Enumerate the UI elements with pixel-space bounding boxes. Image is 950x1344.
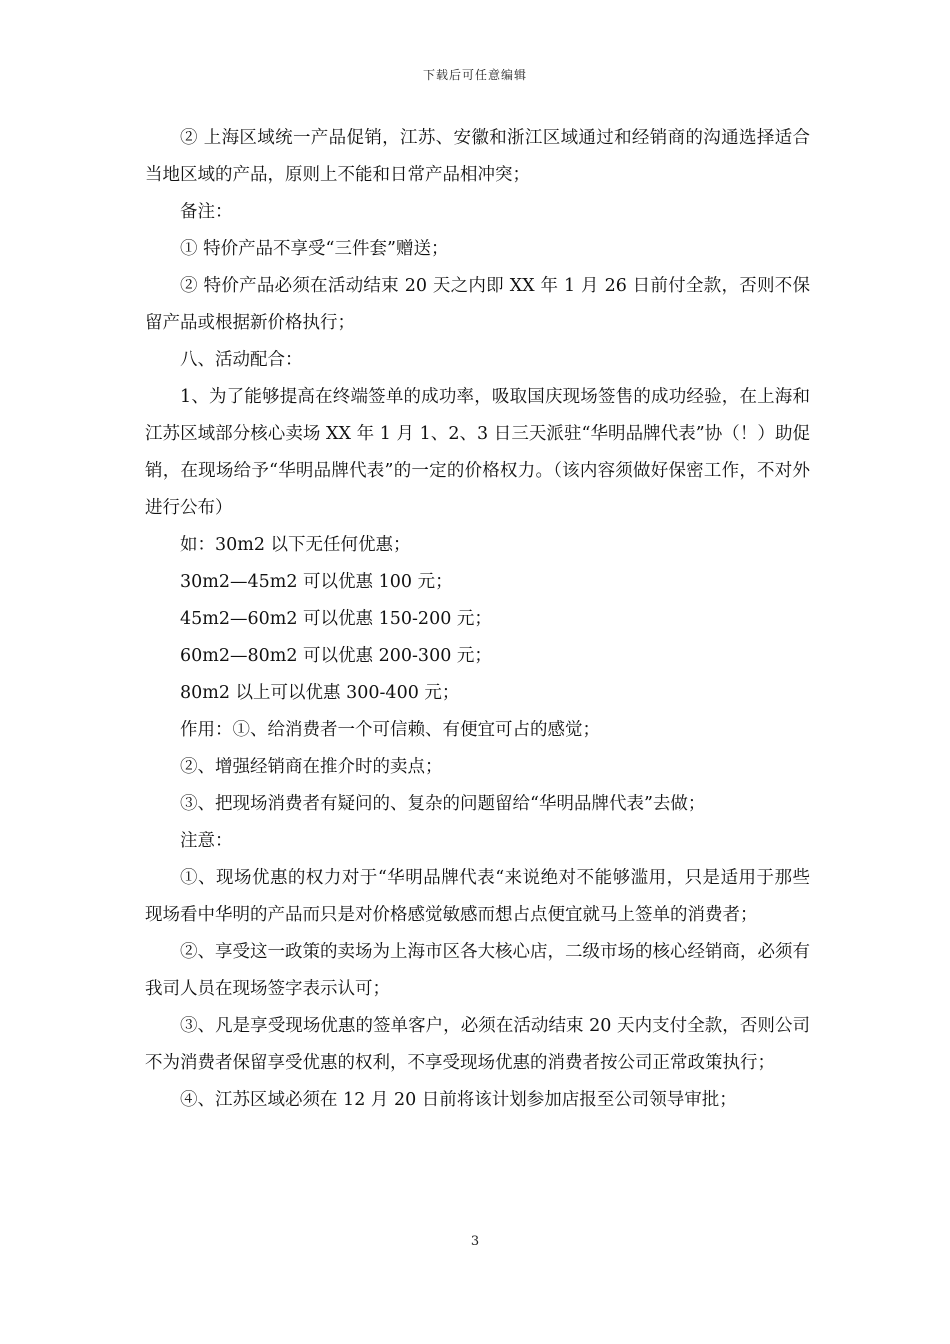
paragraph-remark-1: ① 特价产品不享受“三件套”赠送； [180,239,449,259]
discount-line-3: 45m2—60m2 可以优惠 150-200 元； [180,609,492,629]
discount-line-1: 如：30m2 以下无任何优惠； [180,535,411,555]
page-header: 下载后可任意编辑 [422,68,527,82]
page-number: 3 [470,1234,480,1249]
section-heading-activity-support: 八、活动配合： [180,350,303,370]
note-4: ④、江苏区域必须在 12 月 20 日前将该计划参加店报至公司领导审批； [180,1090,737,1110]
paragraph-promotion-rule: ② 上海区域统一产品促销，江苏、安徽和浙江区域通过和经销商的沟通选择适合当地区域的产品，原则上不能和日常产品相冲突； [145,128,810,185]
note-1: ①、现场优惠的权力对于“华明品牌代表“来说绝对不能够滥用，只是适用于那些现场看中华明的产品而只是对价格感觉敏感而想占点便宜就马上签单的消费者； [145,868,810,925]
effect-line-3: ③、把现场消费者有疑问的、复杂的问题留给“华明品牌代表”去做； [180,794,706,814]
discount-line-2: 30m2—45m2 可以优惠 100 元； [180,572,453,592]
paragraph-support-1: 1、为了能够提高在终端签单的成功率，吸取国庆现场签售的成功经验，在上海和江苏区域部分核心卖场 XX 年 1 月 1、2、3 日三天派驻“华明品牌代表”协（！）助促销，在现场给予“华明品牌代表”的一定的价格权力。（该内容须做好保密工作，不对外进行公布） [145,387,810,518]
discount-line-4: 60m2—80m2 可以优惠 200-300 元； [180,646,492,666]
note-2: ②、享受这一政策的卖场为上海市区各大核心店，二级市场的核心经销商，必须有我司人员在现场签字表示认可； [145,942,810,999]
effect-line-2: ②、增强经销商在推介时的卖点； [180,757,443,777]
paragraph-remark-2: ② 特价产品必须在活动结束 20 天之内即 XX 年 1 月 26 日前付全款，否则不保留产品或根据新价格执行； [145,276,810,333]
paragraph-remarks-heading: 备注： [180,202,233,222]
note-3: ③、凡是享受现场优惠的签单客户，必须在活动结束 20 天内支付全款，否则公司不为消费者保留享受优惠的权利，不享受现场优惠的消费者按公司正常政策执行； [145,1016,810,1073]
effect-line-1: 作用：①、给消费者一个可信赖、有便宜可占的感觉； [180,720,600,740]
notes-heading: 注意： [180,831,233,851]
discount-line-5: 80m2 以上可以优惠 300-400 元； [180,683,460,703]
document-body [145,120,810,1119]
